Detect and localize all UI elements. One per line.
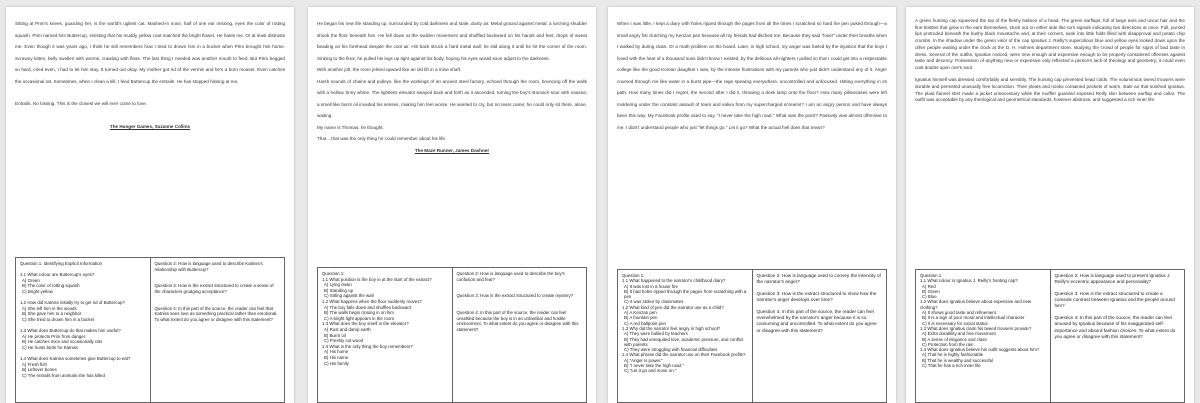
- answer-option: C) They were struggling with financial difficulties: [624, 347, 718, 353]
- question-text: 1.4 What does Ignatius believe his outfit suggests about him?: [920, 347, 1040, 353]
- question-1-column: [318, 268, 452, 402]
- answer-option: C) Blue: [922, 294, 937, 300]
- question-text: Question 2: How is language used to describe Katniss's relationship with Buttercup?: [154, 261, 263, 272]
- answer-option: B) A fountain pen: [624, 315, 658, 321]
- answer-option: B) He catches mice and occasionally rats: [22, 339, 103, 345]
- question-heading: Question 1:: [622, 273, 645, 278]
- answer-option: A) His home: [324, 349, 349, 355]
- question-text: Question 2: How is language used to describe the boy's confusion and fear?: [456, 271, 565, 282]
- answer-option: A) It was lost in a house fire: [624, 283, 678, 289]
- question-text: 1.1 What position is the boy in at the start of the extract?: [322, 276, 432, 282]
- question-text: 1.1 What colour is Ignatius J. Reilly's hunting cap?: [920, 278, 1018, 284]
- question-text: 1.4 What is the only thing the boy remembers?: [322, 343, 413, 349]
- extract-paragraph: My name is Thomas, he thought.: [317, 124, 384, 130]
- answer-option: A) Extra durability and free movement: [922, 331, 996, 337]
- answer-option: C) Freshly cut wood: [324, 338, 364, 344]
- question-text: Question 2: How is language used to convey the intensity of the narrator's anger?: [756, 273, 881, 285]
- question-text: Question 4: In this part of the source, the reader can feel overwhelmed by the narrator's anger because it is so consuming and uncontrolled. To what extent do you agree or disagree with this statement?: [756, 309, 877, 333]
- answer-option: B) She gave him to a neighbor: [22, 311, 82, 317]
- answer-option: B) Leftover bones: [22, 367, 57, 373]
- question-text: 1.3 What does Buttercup do that makes him useful?: [20, 328, 121, 334]
- question-text: Question 3: How is the extract structured to create a comedic contrast between Ignatius and the people around him?: [1054, 291, 1175, 309]
- question-text: Question 2: How is language used to present Ignatius J. Reilly's eccentric appearance and personality?: [1054, 273, 1171, 285]
- answer-option: B) The color of rotting squash: [22, 283, 80, 289]
- question-text: 1.3 What does the boy smell in the elevator?: [322, 321, 409, 327]
- answer-option: A) Fresh fish: [22, 361, 47, 367]
- extract-paragraph: That... that was the only thing he could remember about his life.: [317, 136, 447, 141]
- answer-option: C) A bright light appears in the room: [324, 315, 395, 321]
- answer-option: B) His name: [324, 354, 349, 360]
- answer-option: B) Green: [922, 288, 940, 294]
- answer-option: C) He hunts birds for Katniss: [22, 344, 79, 350]
- worksheet-page-3: [608, 7, 896, 403]
- extract-text: [617, 18, 887, 133]
- question-heading: Question 1:: [322, 271, 345, 276]
- answer-option: B) It is a sign of poor moral and intellectual character: [922, 315, 1025, 321]
- question-text: 1.2 What kind of pen did the narrator use as a child?: [622, 304, 724, 310]
- question-text: Question 4: In this part of the source, the reader can feel unsettled because the boy is in an unfamiliar and hostile environment. To what extent do you agree or disagree with this statement?: [456, 310, 579, 332]
- question-text: Question 3: How is the extract structured to create a sense of the characters grudging acceptance?: [154, 283, 274, 294]
- answer-option: B) "I never take the high road.": [624, 363, 684, 369]
- worksheet-page-1: [6, 7, 294, 403]
- answer-option: A) That he is highly fashionable: [922, 352, 984, 358]
- question-table: [317, 267, 587, 403]
- question-text: Question 4: In this part of the source, the reader can feel that Katniss sees love as something practical rather than emotional. To what extent do you agree or disagree with this statement?: [154, 305, 278, 322]
- question-text: 1.4 What does Katniss sometimes give Buttercup to eat?: [20, 356, 131, 362]
- extract-paragraph: Harsh sounds of chains and pulleys, like the workings of an ancient steel factory, echoed through the room, bouncing off the walls with a hollow, tinny whine. The lightless elevator swayed back and forth as it ascended, turning the boy's stomach sour with nausea; a smell like burnt oil invaded his senses, making him feel worse. He wanted to cry, but no tears came; he could only sit there, alone, waiting.: [317, 78, 587, 118]
- question-text: 1.3 What does Ignatius claim his tweed trousers provide?: [920, 325, 1032, 331]
- answer-option: C) That he has a rich inner life: [922, 363, 981, 369]
- answer-option: C) Protection from the rain: [922, 341, 974, 347]
- question-text: 1.2 What happens when the floor suddenly moves?: [322, 298, 422, 304]
- answer-option: A) Green: [22, 277, 40, 283]
- answer-option: A) He protects Prim from danger: [22, 333, 86, 339]
- answer-option: C) The entrails from animals she has killed: [22, 372, 105, 378]
- question-1-column: [16, 258, 150, 402]
- answer-option: A) It shows good taste and refinement: [922, 310, 996, 316]
- extract-paragraph: With another jolt, the room jerked upward like an old lift in a mine shaft.: [317, 67, 462, 72]
- question-text: Question 3: How is the extract structured to show how the narrator's anger develops over time?: [756, 291, 877, 303]
- answer-option: A) She left him in the woods: [22, 305, 77, 311]
- extract-paragraph: A green hunting cap squeezed the top of the fleshy balloon of a head. The green earflaps, full of large ears and uncut hair and the fine bristles that grew in the ears themselves, stuck out on either side like turn signals indicating two directions at once. Full, pursed lips protruded beneath the bushy black moustache and, at their corners, sank into little folds filled with disapproval and potato chip crumbs. In the shadow under the green visor of the cap Ignatius J. Reilly's supercilious blue and yellow eyes looked down upon the other people waiting under the clock at the D. H. Holmes department store, studying the crowd of people for signs of bad taste in dress. Several of the outfits, Ignatius noticed, were new enough and expensive enough to be properly considered offenses against taste and decency. Possession of anything new or expensive only reflected a person's lack of theology and geometry; it could even cast doubts upon one's soul.: [915, 18, 1185, 70]
- answer-option: C) "Let it go and move on.": [624, 368, 677, 374]
- answer-option: C) It is necessary for social status: [922, 320, 988, 326]
- answer-option: B) The walls begin closing in on him: [324, 310, 394, 316]
- question-1-column: [916, 270, 1050, 402]
- questions-2-4-column: [752, 270, 887, 402]
- worksheet-page-4: [906, 7, 1194, 403]
- answer-option: A) Rust and damp earth: [324, 326, 371, 332]
- question-table: [15, 257, 285, 403]
- extract-text: [15, 18, 285, 132]
- answer-option: A) Lying down: [324, 282, 352, 288]
- source-credit: The Hunger Games, Suzanne Collins: [109, 123, 191, 129]
- answer-option: B) It had holes ripped through the pages from scratching with a pen: [624, 288, 747, 300]
- answer-option: B) A sense of elegance and class: [922, 336, 987, 342]
- question-heading: Question 1:: [920, 273, 943, 278]
- extract-paragraph: Sitting at Prim's knees, guarding her, is the world's ugliest cat. Mashed-in nose, half of one ear missing, eyes the color of rotting squash. Prim named him Buttercup, insisting that his muddy yellow coat matched the bright flower. He hates me. Or at least distrusts me. Even though it was years ago, I think he still remembers how I tried to drown him in a bucket when Prim brought him home. Scrawny kitten, belly swollen with worms, crawling with fleas. The last thing I needed was another mouth to feed. But Prim begged so hard, cried even, I had to let him stay. It turned out okay. My mother got rid of the vermin and he's a born mouser. Even catches the occasional rat. Sometimes, when I clean a kill, I feed Buttercup the entrails. He has stopped hissing at me.: [15, 21, 285, 84]
- answer-option: B) Standing up: [324, 287, 354, 293]
- question-table: [915, 269, 1185, 403]
- answer-option: C) Sitting against the wall: [324, 293, 374, 299]
- question-text: 1.2 How did Katniss initially try to get rid of Buttercup?: [20, 300, 125, 306]
- answer-option: A) A Kenzan pen: [624, 310, 657, 316]
- question-heading: Question 1: Identifying Explicit Information: [20, 261, 103, 266]
- answer-option: C) She tried to drown him in a bucket: [22, 316, 95, 322]
- answer-option: A) The boy falls down and shuffles backward: [324, 304, 411, 310]
- answer-option: C) His family: [324, 360, 349, 366]
- question-1-column: [618, 270, 752, 402]
- questions-2-4-column: [1050, 270, 1185, 402]
- answer-option: A) They were bullied by teachers: [624, 331, 688, 337]
- question-text: 1.1 What happened to the narrator's childhood diary?: [622, 278, 726, 284]
- answer-option: A) Red: [922, 283, 936, 289]
- questions-2-4-column: [150, 258, 285, 402]
- questions-2-4-column: [452, 268, 587, 402]
- extract-text: [915, 18, 1185, 104]
- question-text: 1.1 What colour are Buttercup's eyes?: [20, 272, 95, 278]
- answer-option: B) They had unrequited love, academic pressure, and conflict with parents: [624, 336, 744, 347]
- question-text: Question 3: How is the extract structured to create mystery?: [456, 293, 574, 299]
- question-text: Question 4: In this part of the source, the reader can feel amused by Ignatius because of his exaggerated self-importance and absurd fashion choices. To what extent do you agree or disagree with this statement?: [1054, 315, 1176, 339]
- answer-option: A) "Anger is power.": [624, 357, 663, 363]
- extract-text: [317, 18, 587, 156]
- answer-option: C) A red ballpoint pen: [624, 320, 666, 326]
- question-text: 1.3 Why did the narrator feel angry in high school?: [622, 325, 721, 331]
- question-text: 1.4 What phrase did the narrator use on their Facebook profile?: [622, 352, 746, 358]
- source-credit: The Maze Runner, James Dashner: [414, 147, 490, 153]
- question-table: [617, 269, 887, 403]
- answer-option: C) Bright yellow: [22, 288, 53, 294]
- extract-paragraph: He began his new life standing up, surrounded by cold darkness and stale, dusty air. Metal ground against metal; a lurching shudder shook the floor beneath him. He fell down at the sudden movement and shuffled backward on his hands and feet, drops of sweat beading on his forehead despite the cool air. His back struck a hard metal wall; he slid along it until he hit the corner of the room. Sinking to the floor, he pulled his legs up tight against his body, hoping his eyes would soon adjust to the darkness.: [317, 21, 587, 61]
- extract-paragraph: When I was little, I kept a diary with holes ripped through the pages from all the times I scratched so hard the pen poked through—a small angry fist clutching my Kenzan pen because all my friends had ditched me. Because they said "loser" under their breaths when I walked by during class. Or a math problem on the board. Later, in high school, my anger was fueled by the injustice that the boys I loved with the heat of a thousand suns didn't know I existed, by the delirious all-nighters I pulled so that I could get into a respectable college like the good Korean daughter I was, by the intense frustrations with my parents who just didn't understand any of it. Anger coursed through me like water in a burst pipe—the rage spewing everywhere, uncontrolled and unfocused. Hitting everything in its path. How many times did I regret, the second after I did it, throwing a desk lamp onto the floor? How many pillowcases were left moldering under the constant assault of tears and saliva from my supercharged screams? I am an angry person and have always been this way. My Facebook profile used to say, "I never take the high road." What was the point? Passivity was almost offensive to me. I didn't understand people who just "let things go." Let it go? What the actual hell does that mean?: [617, 21, 887, 130]
- answer-option: B) Burnt oil: [324, 332, 346, 338]
- answer-option: C) It was stolen by classmates: [624, 299, 684, 305]
- extract-paragraph: Entrails. No hissing. This is the closest we will ever come to love.: [15, 101, 147, 106]
- answer-option: B) That he is wealthy and successful: [922, 357, 994, 363]
- extract-paragraph: Ignatius himself was dressed comfortably and sensibly. The hunting cap prevented head colds. The voluminous tweed trousers were durable and permitted unusually free locomotion. Their pleats and nooks contained pockets of warm, stale air that soothed Ignatius. The plaid flannel shirt made a jacket unnecessary while the muffler guarded exposed Reilly skin between earflap and collar. The outfit was acceptable by any theological and geometrical standards, however abstruse, and suggested a rich inner life.: [915, 77, 1185, 103]
- question-text: 1.2 What does Ignatius believe about expensive and new clothing?: [920, 299, 1032, 310]
- worksheet-page-2: [308, 7, 596, 403]
